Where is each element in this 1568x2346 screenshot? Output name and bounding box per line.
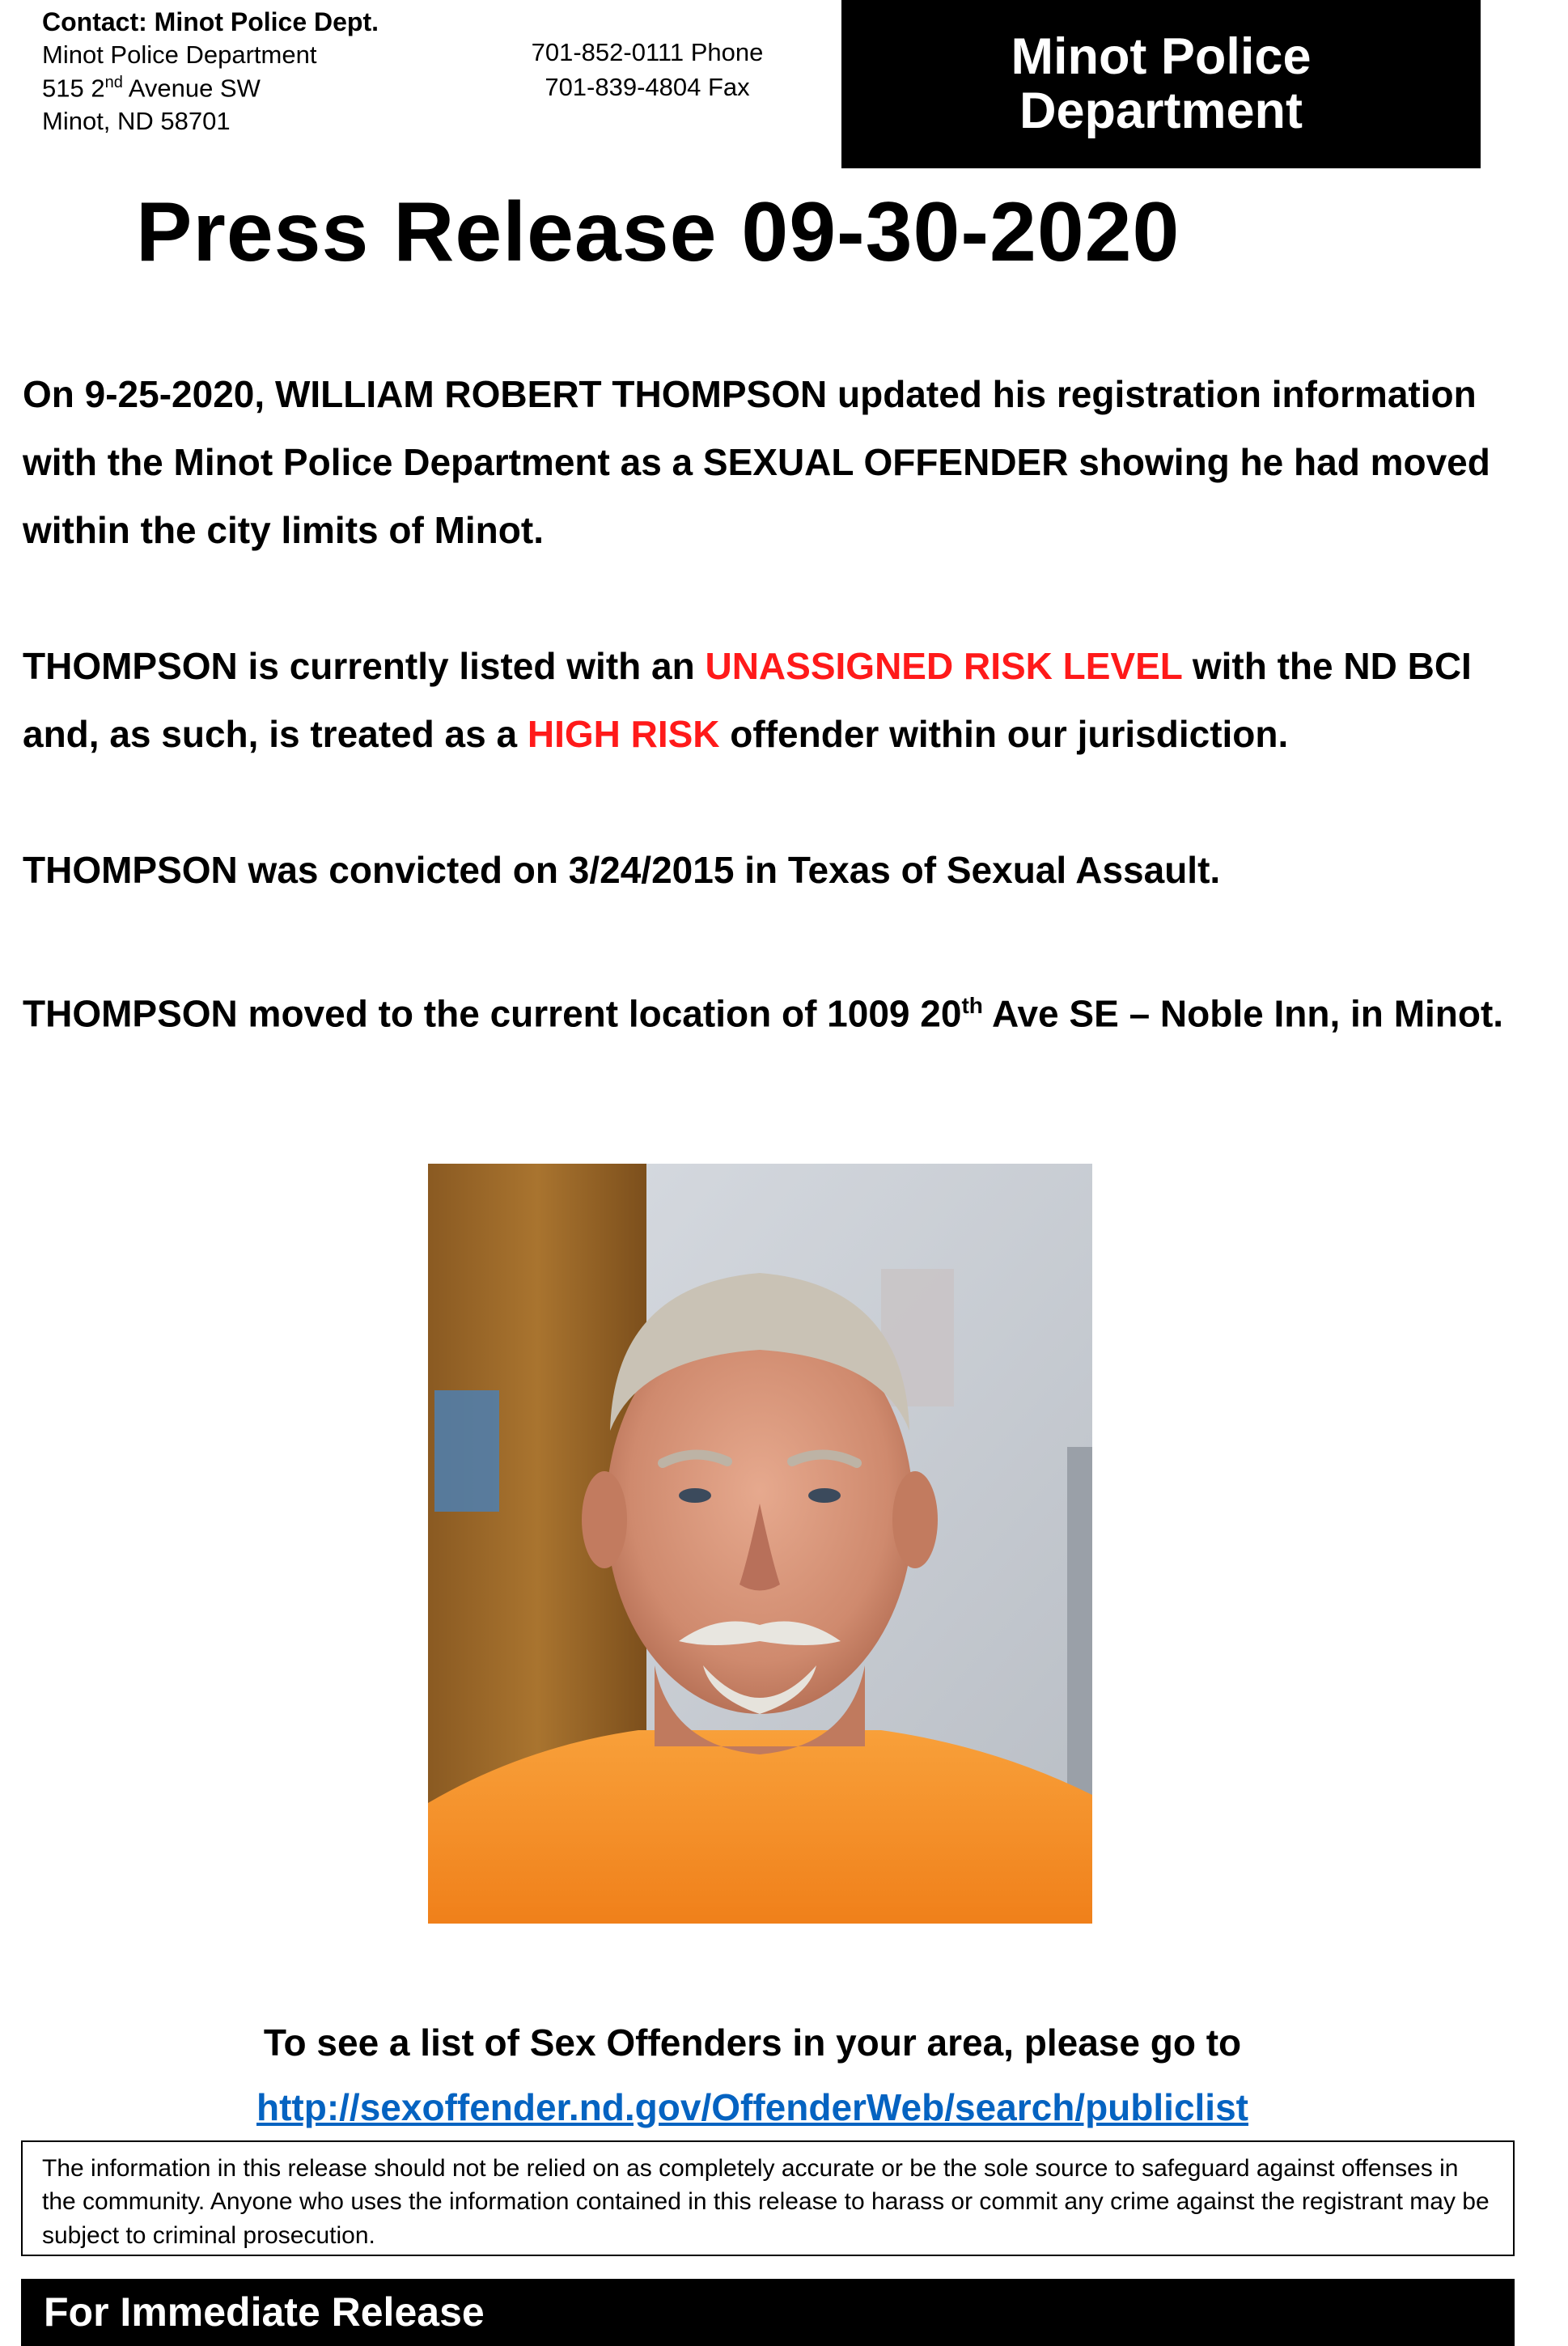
contact-heading: Contact: Minot Police Dept. bbox=[42, 7, 379, 36]
street-suffix: Avenue SW bbox=[122, 74, 261, 103]
disclaimer-box: The information in this release should not be relied on as completely accurate or be the sole source to safeguard against offenses in the community. Anyone who uses the information contained in this release to harass or commit any crime against the registrant may be subject to criminal prosecution. bbox=[21, 2140, 1515, 2256]
contact-street bbox=[42, 72, 463, 105]
contact-block bbox=[42, 5, 463, 138]
street-ordinal: nd bbox=[104, 74, 123, 92]
high-risk-highlight: HIGH RISK bbox=[527, 713, 720, 755]
release-body bbox=[23, 360, 1544, 1047]
street-prefix: 515 2 bbox=[42, 74, 105, 103]
paragraph-risk-level bbox=[23, 632, 1544, 768]
contact-name: Minot Police Department bbox=[42, 40, 317, 70]
location-text-b: Ave SE – Noble Inn, in Minot. bbox=[982, 992, 1504, 1035]
phone-block bbox=[485, 36, 809, 105]
fax-number: 701-839-4804 Fax bbox=[545, 72, 750, 101]
department-banner bbox=[841, 0, 1481, 168]
location-text-a: THOMPSON moved to the current location of 1009 20 bbox=[23, 992, 962, 1035]
paragraph-conviction: THOMPSON was convicted on 3/24/2015 in Texas of Sexual Assault. bbox=[23, 849, 1221, 891]
risk-level-highlight: UNASSIGNED RISK LEVEL bbox=[705, 645, 1183, 687]
risk-text-b: with the ND BCI and, as such, is treated as a bbox=[23, 645, 1472, 755]
offender-photo-illustration bbox=[428, 1164, 1092, 1924]
immediate-release-banner: For Immediate Release bbox=[21, 2279, 1515, 2346]
risk-text-a: THOMPSON is currently listed with an bbox=[23, 645, 706, 687]
banner-line-2: Department bbox=[1019, 83, 1303, 139]
banner-line-1: Minot Police bbox=[1011, 28, 1312, 86]
risk-text-c: offender within our jurisdiction. bbox=[719, 713, 1289, 755]
location-ordinal: th bbox=[961, 993, 983, 1018]
contact-city: Minot, ND 58701 bbox=[42, 107, 231, 136]
phone-number: 701-852-0111 Phone bbox=[531, 38, 764, 66]
callout-text: To see a list of Sex Offenders in your area, please go to bbox=[263, 2021, 1242, 2064]
public-list-link[interactable]: http://sexoffender.nd.gov/OffenderWeb/search/publiclist bbox=[256, 2086, 1248, 2128]
paragraph-registration: On 9-25-2020, WILLIAM ROBERT THOMPSON updated his registration information with the Minot Police Department as a SEXUAL OFFENDER showing he had moved within the city limits of Minot. bbox=[23, 373, 1490, 551]
offender-photo bbox=[428, 1164, 1092, 1924]
paragraph-location bbox=[23, 972, 1544, 1047]
offender-list-callout bbox=[0, 2010, 1505, 2140]
page-title: Press Release 09-30-2020 bbox=[136, 185, 1180, 279]
